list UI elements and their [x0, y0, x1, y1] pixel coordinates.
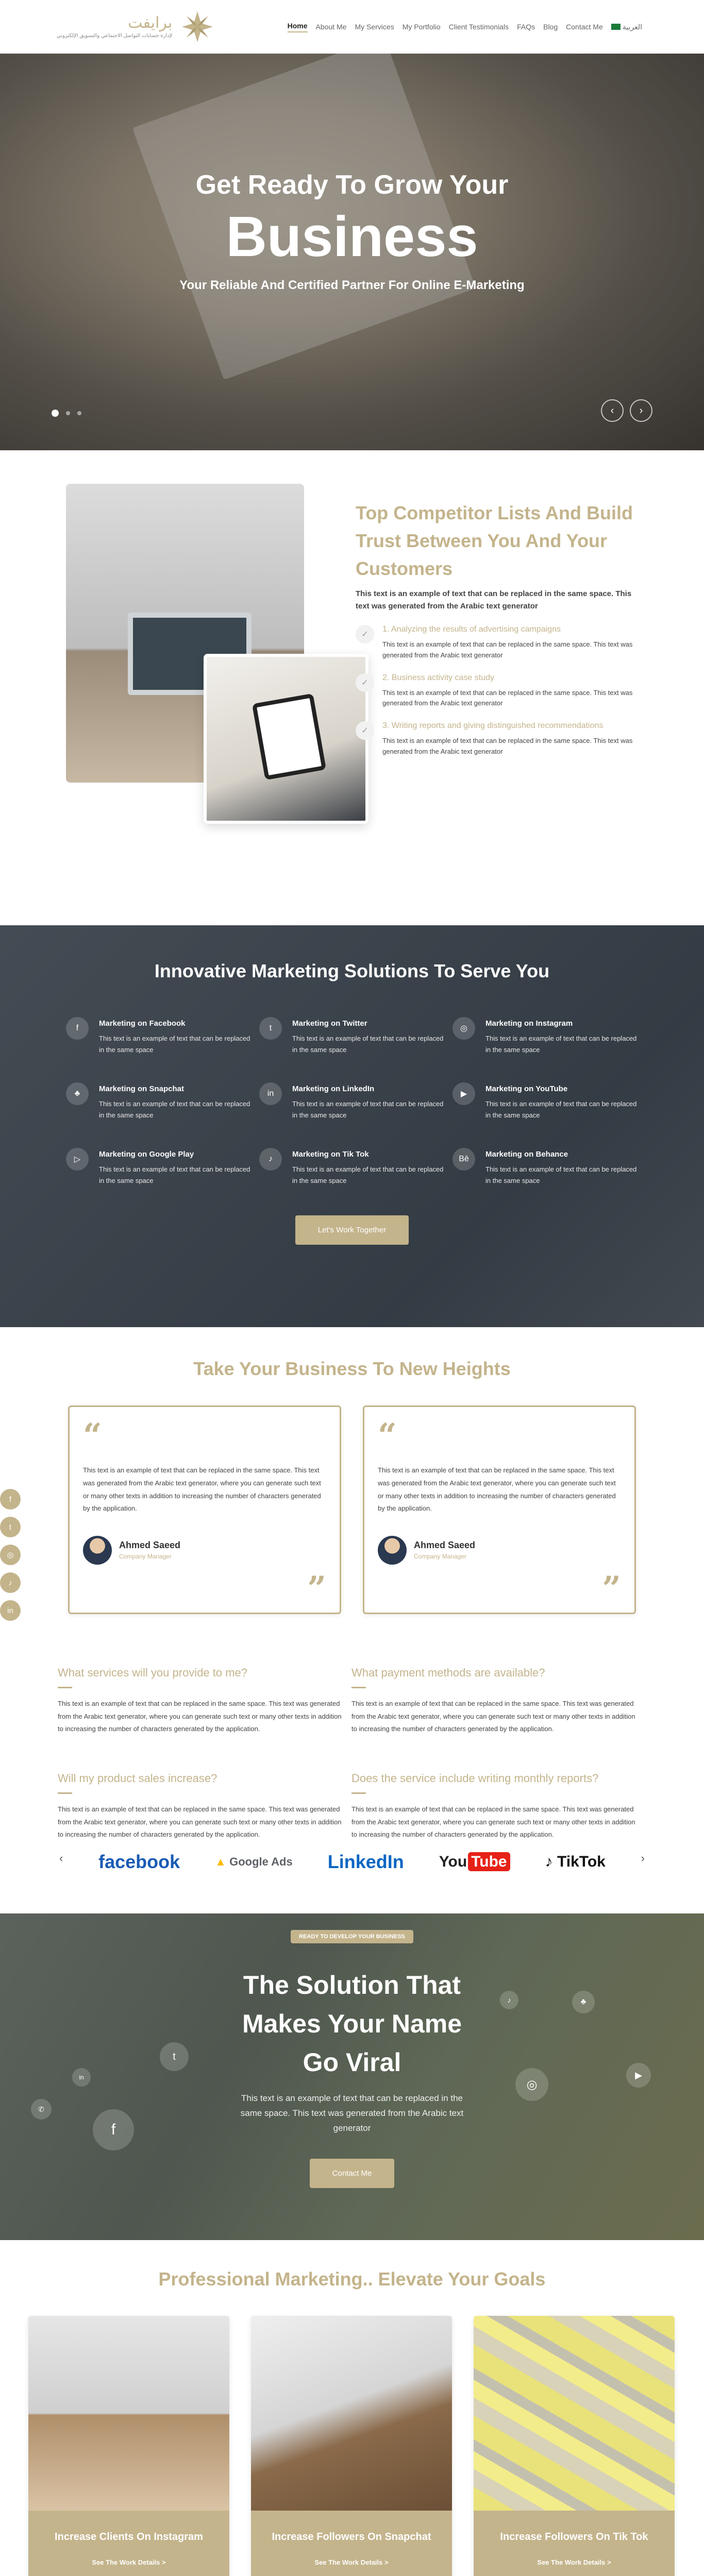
service-card[interactable]: [28, 2316, 229, 2576]
google-ads-logo: ▲ Google Ads: [215, 1855, 293, 1868]
slider-dot[interactable]: [77, 411, 81, 415]
facebook-icon[interactable]: f: [0, 1489, 21, 1510]
instagram-float-icon: ◎: [515, 2068, 548, 2101]
language-switcher[interactable]: [611, 23, 642, 31]
viral-cta-section: [0, 1913, 704, 2240]
feature-title: 1. Analyzing the results of advertising campaigns: [382, 625, 561, 634]
solution-item: [259, 1148, 445, 1187]
solution-title: Marketing on LinkedIn: [292, 1084, 375, 1094]
slider-arrows: [601, 399, 652, 422]
about-feature: [356, 721, 636, 757]
solution-desc: This text is an example of text that can be replaced in the same space: [99, 1035, 250, 1054]
instagram-icon[interactable]: ◎: [0, 1545, 21, 1565]
slider-dot-active[interactable]: [52, 410, 59, 417]
google-ads-label: Google Ads: [229, 1855, 293, 1868]
language-label: العربية: [622, 22, 642, 31]
nav-faqs[interactable]: FAQs: [517, 23, 535, 31]
solution-desc: This text is an example of text that can be replaced in the same space: [485, 1165, 637, 1185]
tiktok-logo: ♪ TikTok: [545, 1853, 606, 1870]
faq-section: [0, 1604, 704, 1839]
solution-title: Marketing on Twitter: [292, 1019, 367, 1028]
service-details-link[interactable]: See The Work Details >: [314, 2558, 389, 2566]
youtube-you: You: [439, 1853, 467, 1870]
service-image: [251, 2316, 452, 2511]
service-card[interactable]: [474, 2316, 675, 2576]
testimonial-name: Ahmed Saeed: [119, 1540, 181, 1551]
google-play-icon: ▷: [66, 1148, 89, 1171]
solutions-section: [0, 925, 704, 1327]
floating-social-bar: [0, 1489, 21, 1621]
partner-logos-strip: [0, 1810, 704, 1913]
feature-desc: This text is an example of text that can be replaced in the same space. This text was generated from the Arabic text generator: [382, 640, 633, 659]
check-circle-icon: ✓: [356, 625, 374, 643]
solution-title: Marketing on Instagram: [485, 1019, 573, 1028]
faq-answer: This text is an example of text that can be replaced in the same space. This text was generated from the Arabic text generator, where you can generate such text or many other texts in addition to increasing the number of characters generated by the application.: [351, 1700, 635, 1733]
about-section: [0, 450, 704, 925]
snapchat-icon: ♣: [66, 1082, 89, 1105]
solution-item: [66, 1017, 252, 1056]
main-nav: [288, 22, 642, 32]
solution-item: [66, 1082, 252, 1121]
linkedin-icon[interactable]: in: [0, 1600, 21, 1621]
quote-open-icon: “: [378, 1416, 397, 1455]
solution-desc: This text is an example of text that can be replaced in the same space: [99, 1165, 250, 1185]
twitter-icon: t: [259, 1017, 282, 1040]
tiktok-float-icon: ♪: [500, 1991, 518, 2009]
solution-title: Marketing on Tik Tok: [292, 1150, 369, 1159]
faq-item: [58, 1666, 344, 1736]
youtube-tube: Tube: [468, 1852, 510, 1871]
slider-next-icon[interactable]: ›: [630, 399, 652, 422]
logo-subtitle: لإدارة حسابات التواصل الاجتماعي والتسويق الإلكتروني: [57, 32, 173, 39]
service-title: Increase Clients On Instagram: [55, 2531, 203, 2543]
feature-title: 2. Business activity case study: [382, 673, 494, 682]
solution-item: [66, 1148, 252, 1187]
solution-title: Marketing on Facebook: [99, 1019, 186, 1028]
faq-question[interactable]: What services will you provide to me?: [58, 1666, 248, 1679]
services-title: Professional Marketing.. Elevate Your Goals: [158, 2268, 546, 2290]
tiktok-icon[interactable]: ♪: [0, 1572, 21, 1593]
about-feature: [356, 625, 636, 661]
faq-answer: This text is an example of text that can be replaced in the same space. This text was generated from the Arabic text generator, where you can generate such text or many other texts in addition to increasing the number of characters generated by the application.: [58, 1805, 342, 1839]
solution-desc: This text is an example of text that can be replaced in the same space: [292, 1100, 444, 1120]
slider-dot[interactable]: [66, 411, 70, 415]
twitter-icon[interactable]: t: [0, 1517, 21, 1537]
solution-item: [259, 1017, 445, 1056]
solution-title: Marketing on Google Play: [99, 1150, 194, 1159]
feature-desc: This text is an example of text that can be replaced in the same space. This text was generated from the Arabic text generator: [382, 737, 633, 755]
service-title: Increase Followers On Tik Tok: [500, 2531, 648, 2543]
chevron-right-icon[interactable]: ›: [641, 1852, 645, 1865]
service-card[interactable]: [251, 2316, 452, 2576]
viral-title-line: The Solution That: [243, 1971, 461, 1999]
tablet-chart-image: [204, 654, 368, 824]
services-section: [0, 2240, 704, 2576]
check-circle-icon: ✓: [356, 673, 374, 692]
avatar: [83, 1536, 112, 1565]
testimonial-role: Company Manager: [414, 1553, 467, 1561]
nav-contact[interactable]: Contact Me: [566, 23, 603, 31]
nav-home[interactable]: Home: [288, 22, 308, 32]
nav-services[interactable]: My Services: [355, 23, 394, 31]
quote-close-icon: ”: [602, 1569, 621, 1608]
solution-desc: This text is an example of text that can be replaced in the same space: [292, 1035, 444, 1054]
hero-slider: [0, 54, 704, 450]
nav-blog[interactable]: Blog: [543, 23, 558, 31]
quote-close-icon: ”: [307, 1569, 326, 1608]
facebook-float-icon: f: [93, 2109, 134, 2150]
testimonial-name: Ahmed Saeed: [414, 1540, 476, 1551]
twitter-float-icon: t: [160, 2042, 189, 2071]
tiktok-icon: ♪: [259, 1148, 282, 1171]
linkedin-float-icon: in: [72, 2068, 91, 2087]
hero-big-word: Business: [226, 205, 478, 268]
snapchat-float-icon: ♣: [572, 1991, 595, 2013]
hero-tagline: Your Reliable And Certified Partner For Online E-Marketing: [179, 278, 525, 292]
site-logo[interactable]: [57, 9, 215, 45]
check-circle-icon: ✓: [356, 721, 374, 740]
quote-open-icon: “: [83, 1416, 102, 1455]
chevron-left-icon[interactable]: ‹: [59, 1852, 63, 1865]
viral-title: [0, 1966, 704, 2082]
nav-testimonials[interactable]: Client Testimonials: [448, 23, 509, 31]
nav-about[interactable]: About Me: [315, 23, 347, 31]
solution-desc: This text is an example of text that can be replaced in the same space: [485, 1035, 637, 1054]
solution-item: [452, 1017, 638, 1056]
faq-question[interactable]: Will my product sales increase?: [58, 1772, 217, 1785]
solution-desc: This text is an example of text that can be replaced in the same space: [99, 1100, 250, 1120]
faq-answer: This text is an example of text that can be replaced in the same space. This text was generated from the Arabic text generator, where you can generate such text or many other texts in addition to increasing the number of characters generated by the application.: [58, 1700, 342, 1733]
service-details-link[interactable]: See The Work Details >: [92, 2558, 166, 2566]
viral-title-line: Go Viral: [303, 2048, 401, 2077]
service-image: [474, 2316, 675, 2511]
testimonial-text: This text is an example of text that can be replaced in the same space. This text was generated from the Arabic text generator, where you can generate such text or many other texts in addition to increasing the number of characters generated by the application.: [378, 1466, 616, 1513]
contact-me-button[interactable]: Contact Me: [310, 2159, 395, 2188]
solution-item: [452, 1148, 638, 1187]
viral-title-line: Makes Your Name: [242, 2009, 462, 2038]
lets-work-together-button[interactable]: Let's Work Together: [295, 1215, 409, 1245]
about-feature: [356, 673, 636, 709]
solutions-title: Innovative Marketing Solutions To Serve You: [154, 960, 550, 981]
youtube-logo: [439, 1853, 510, 1871]
youtube-icon: ▶: [452, 1082, 475, 1105]
linkedin-icon: in: [259, 1082, 282, 1105]
solutions-grid: [66, 1017, 704, 1187]
tiktok-label: TikTok: [557, 1853, 606, 1870]
saudi-flag-icon: [611, 24, 621, 30]
solution-title: Marketing on Snapchat: [99, 1084, 185, 1094]
whatsapp-float-icon: ✆: [31, 2099, 52, 2120]
hero-heading: Get Ready To Grow Your: [195, 170, 509, 200]
testimonial-text: This text is an example of text that can be replaced in the same space. This text was generated from the Arabic text generator, where you can generate such text or many other texts in addition to increasing the number of characters generated by the application.: [83, 1466, 321, 1513]
testimonial-card: [363, 1405, 636, 1614]
solution-desc: This text is an example of text that can be replaced in the same space: [292, 1165, 444, 1185]
viral-text: This text is an example of text that can be replaced in the same space. This text was generated from the Arabic text generator: [240, 2093, 464, 2133]
about-title: Top Competitor Lists And Build Trust Between You And Your Customers: [356, 502, 633, 579]
faq-question[interactable]: Does the service include writing monthly reports?: [351, 1772, 599, 1785]
about-intro: This text is an example of text that can be replaced in the same space. This text was generated from the Arabic text generator: [356, 589, 632, 611]
nav-portfolio[interactable]: My Portfolio: [402, 23, 441, 31]
faq-item: [351, 1666, 638, 1736]
slider-dots: [52, 410, 81, 417]
facebook-logo: facebook: [98, 1851, 180, 1872]
service-title: Increase Followers On Snapchat: [272, 2531, 431, 2543]
feature-title: 3. Writing reports and giving distinguished recommendations: [382, 721, 604, 731]
solution-item: [259, 1082, 445, 1121]
slider-prev-icon[interactable]: ‹: [601, 399, 624, 422]
youtube-float-icon: ▶: [626, 2063, 651, 2088]
solution-item: [452, 1082, 638, 1121]
faq-answer: This text is an example of text that can be replaced in the same space. This text was generated from the Arabic text generator, where you can generate such text or many other texts in addition to increasing the number of characters generated by the application.: [351, 1805, 635, 1839]
testimonial-role: Company Manager: [119, 1553, 172, 1561]
logo-arabic-text: برايفت: [128, 13, 173, 32]
testimonials-title: Take Your Business To New Heights: [193, 1358, 511, 1379]
solution-desc: This text is an example of text that can be replaced in the same space: [485, 1100, 637, 1120]
faq-question[interactable]: What payment methods are available?: [351, 1666, 545, 1679]
linkedin-logo: LinkedIn: [327, 1851, 404, 1872]
solution-title: Marketing on Behance: [485, 1150, 568, 1159]
service-image: [28, 2316, 229, 2511]
ready-badge: READY TO DEVELOP YOUR BUSINESS: [291, 1930, 413, 1943]
testimonials-section: [0, 1327, 704, 1608]
logo-mark-icon: [179, 9, 215, 45]
avatar: [378, 1536, 407, 1565]
solution-title: Marketing on YouTube: [485, 1084, 568, 1094]
instagram-icon: ◎: [452, 1017, 475, 1040]
behance-icon: Bē: [452, 1148, 475, 1171]
service-details-link[interactable]: See The Work Details >: [537, 2558, 611, 2566]
feature-desc: This text is an example of text that can be replaced in the same space. This text was generated from the Arabic text generator: [382, 688, 633, 707]
site-header: [0, 0, 704, 54]
testimonial-card: [68, 1405, 341, 1614]
facebook-icon: f: [66, 1017, 89, 1040]
